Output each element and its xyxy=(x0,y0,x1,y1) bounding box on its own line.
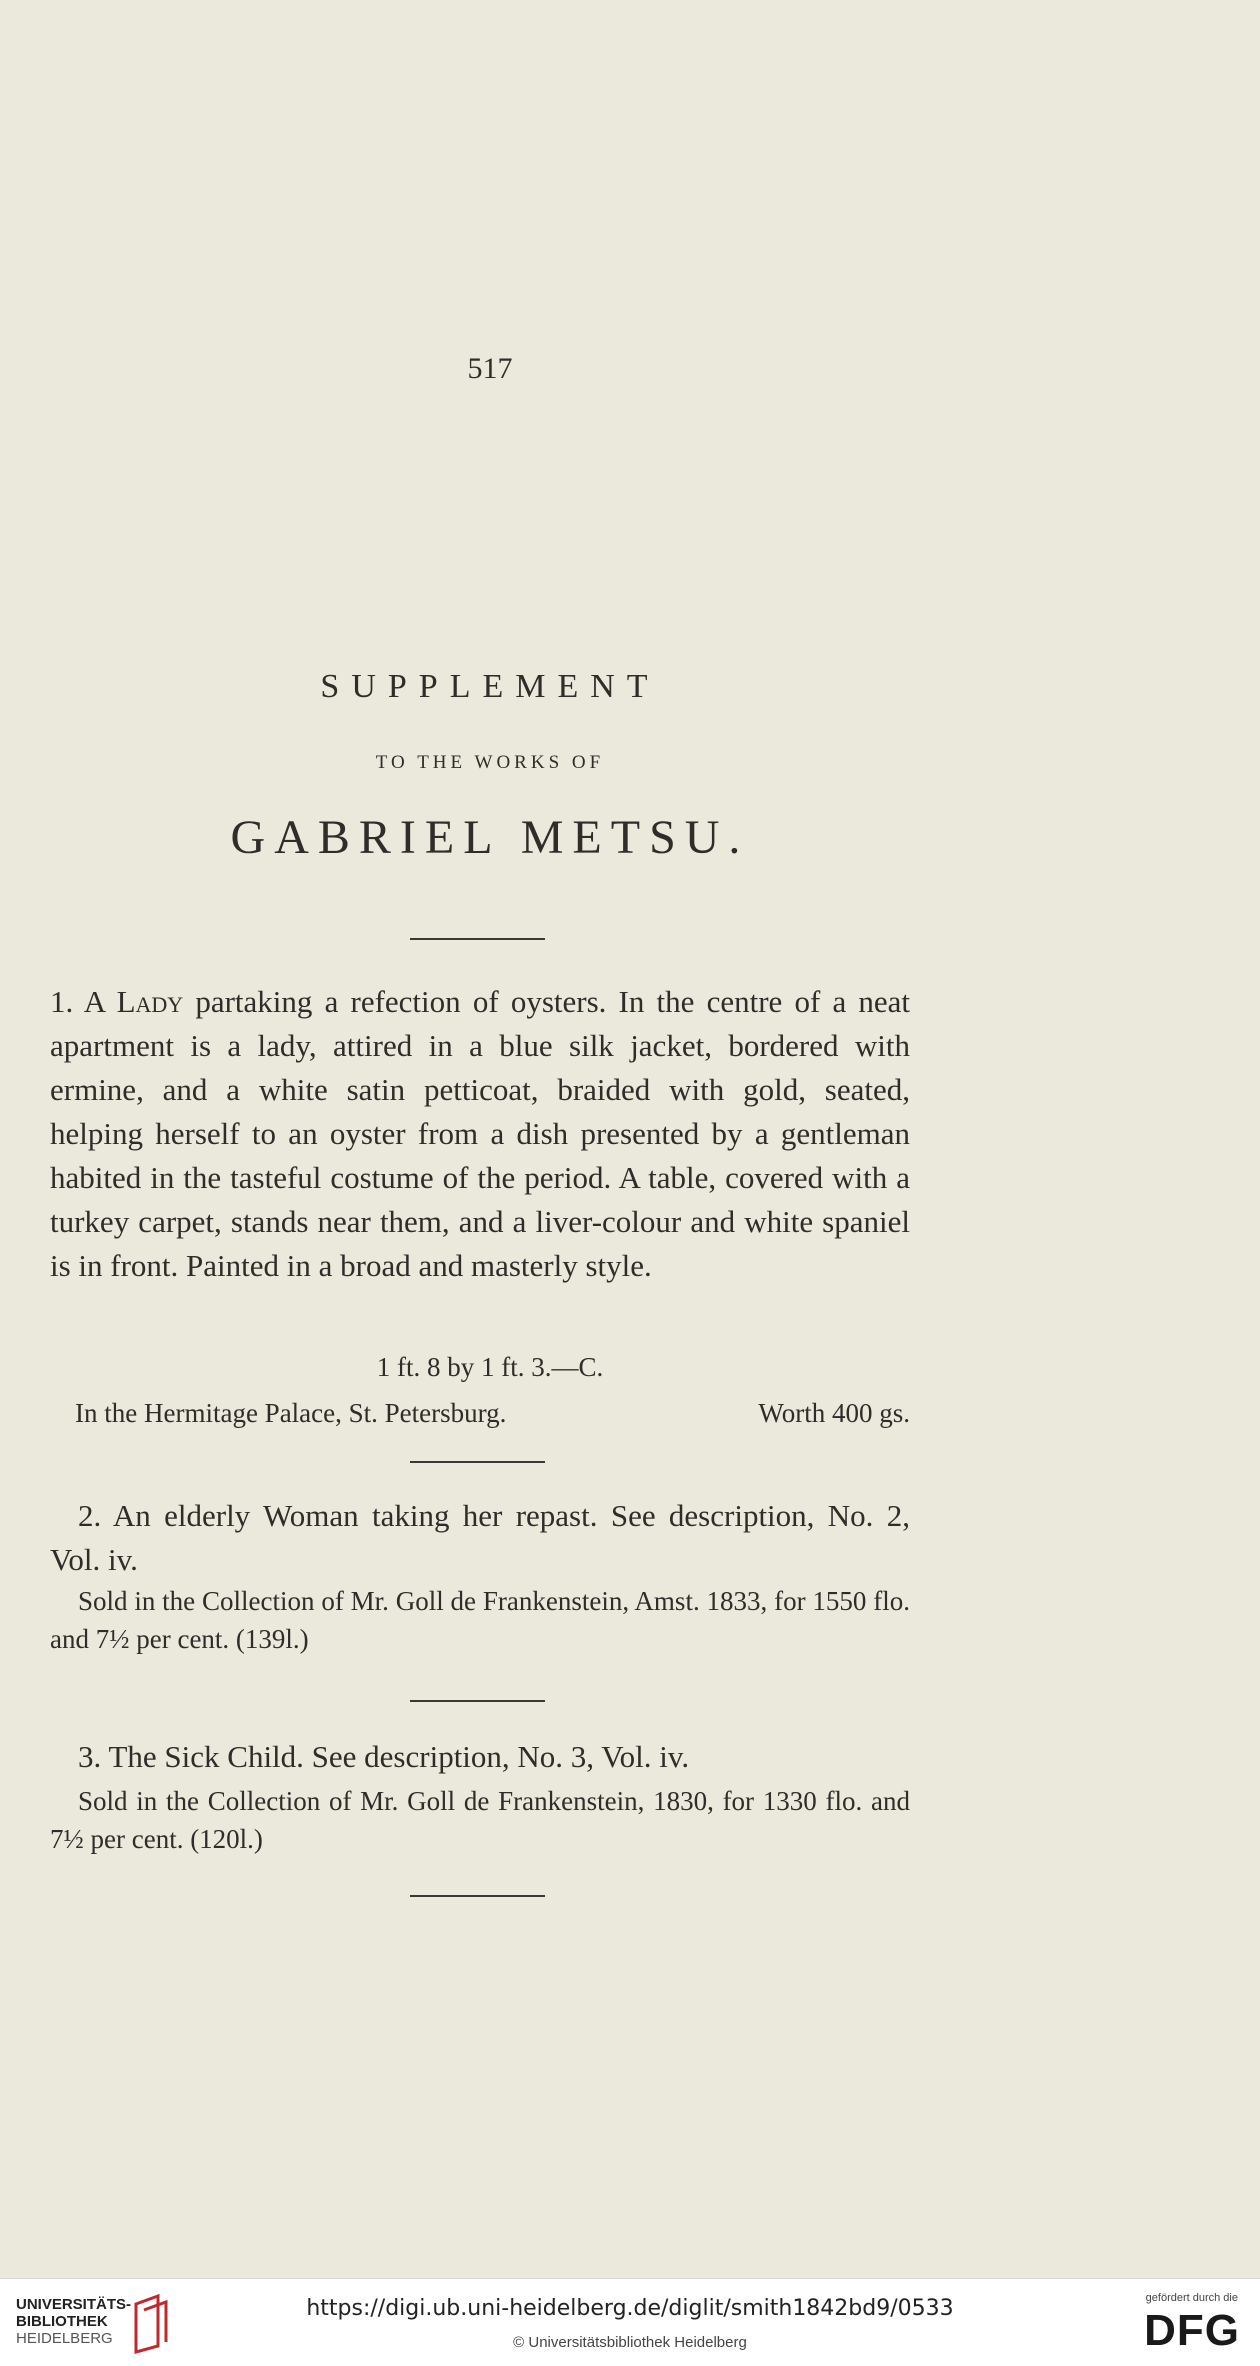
entry-number: 1. xyxy=(50,984,74,1019)
entry-lead-smallcaps: Lady xyxy=(116,984,184,1019)
library-name-line2: BIBLIOTHEK xyxy=(16,2313,108,2330)
footer-bar xyxy=(0,2278,1260,2366)
divider xyxy=(410,938,545,940)
page-url-link[interactable]: https://digi.ub.uni-heidelberg.de/diglit/smith1842bd9/0533 xyxy=(306,2296,954,2321)
copyright-text: © Universitätsbibliothek Heidelberg xyxy=(513,2334,747,2351)
funded-by-label: gefördert durch die xyxy=(1145,2292,1238,2304)
entry-2 xyxy=(50,1494,910,1582)
divider xyxy=(410,1895,545,1897)
heading-supplement: SUPPLEMENT xyxy=(320,668,660,705)
subheading: TO THE WORKS OF xyxy=(375,752,605,773)
entry-3-sale: Sold in the Collection of Mr. Goll de Frankenstein, 1830, for 1330 flo. and 7½ per cent. (120l.) xyxy=(50,1786,910,1854)
page-title: GABRIEL METSU. xyxy=(230,811,750,864)
entry-number: 3. xyxy=(78,1739,102,1774)
entry-1-dimensions: 1 ft. 8 by 1 ft. 3.—C. xyxy=(376,1352,604,1382)
library-name-line3: HEIDELBERG xyxy=(16,2330,113,2347)
entry-text: The Sick Child. See description, No. 3, Vol. iv. xyxy=(108,1739,690,1774)
entry-text: partaking a refection of oysters. In the centre of a neat apartment is a lady, attired in a blue silk jacket, bordered with ermine, and a white satin petticoat, braided with gold, seated, helping herself to an oyster from a dish presented by a gentleman habited in the tasteful costume of the period. A table, covered with a turkey carpet, stands near them, and a liver-colour and white spaniel is in front. Painted in a broad and masterly style. xyxy=(50,984,911,1283)
divider xyxy=(410,1461,545,1463)
entry-text: An elderly Woman taking her repast. See description, No. 2, Vol. iv. xyxy=(50,1498,910,1577)
entry-number: 2. xyxy=(78,1498,102,1533)
library-name-line1: UNIVERSITÄTS- xyxy=(16,2296,132,2313)
entry-2-sale: Sold in the Collection of Mr. Goll de Frankenstein, Amst. 1833, for 1550 flo. and 7½ per cent. (139l.) xyxy=(50,1586,910,1654)
dfg-logo[interactable]: DFG xyxy=(1144,2306,1240,2355)
entry-1-worth: Worth 400 gs. xyxy=(758,1398,910,1428)
entry-1-location: In the Hermitage Palace, St. Petersburg. xyxy=(75,1398,507,1428)
divider xyxy=(410,1700,545,1702)
entry-lead: A xyxy=(83,984,105,1019)
entry-1-location-row xyxy=(75,1398,910,1429)
entry-3 xyxy=(50,1735,910,1779)
entry-1 xyxy=(50,980,910,1288)
page-number: 517 xyxy=(467,352,513,385)
